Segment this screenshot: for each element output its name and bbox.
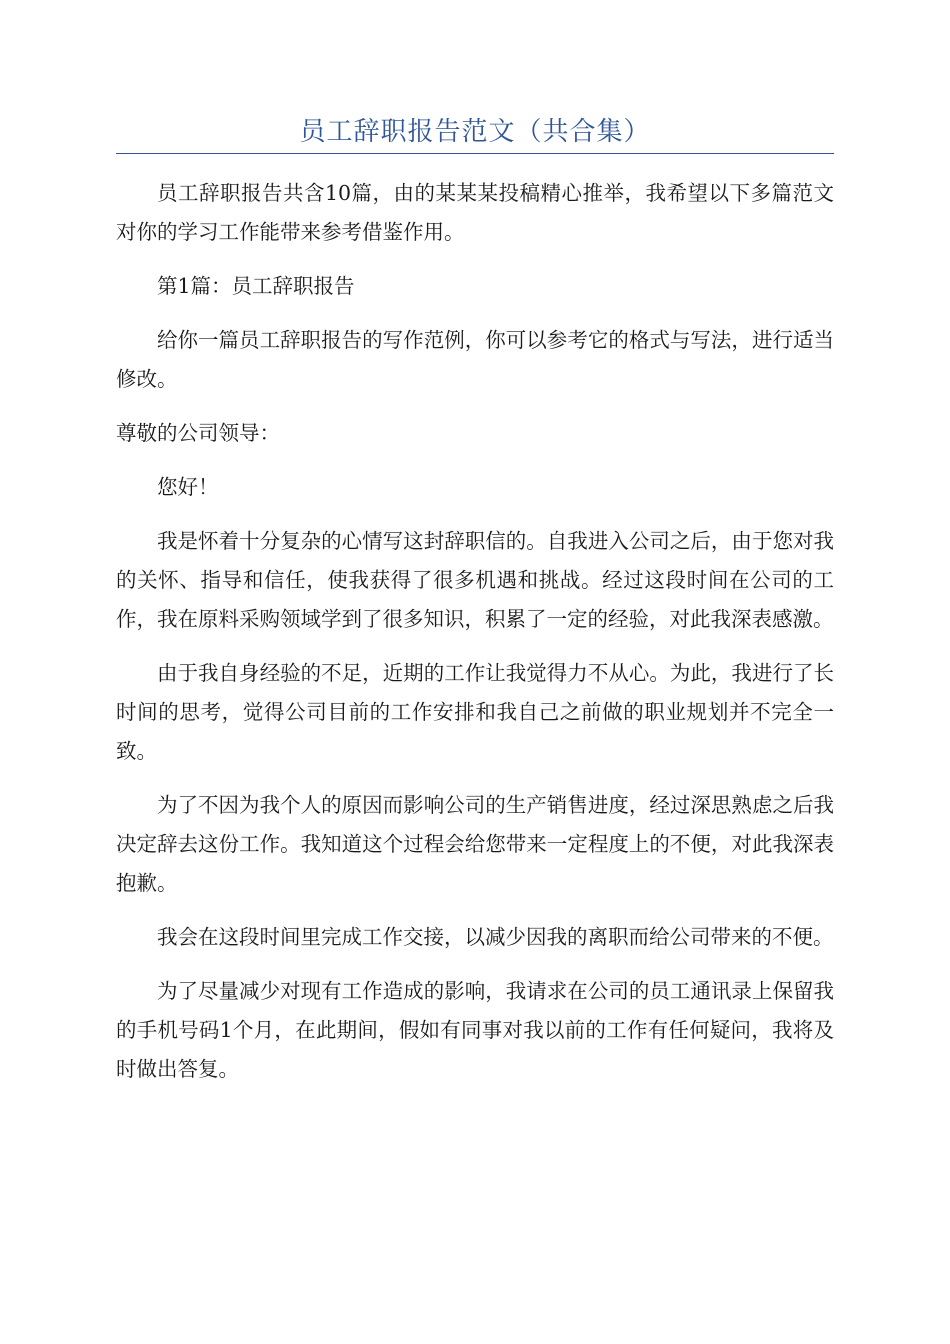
intro-paragraph: 员工辞职报告共含10篇，由的某某某投稿精心推举，我希望以下多篇范文对你的学习工作能带来参考借鉴作用。	[116, 181, 834, 244]
document-body	[116, 174, 834, 1104]
salutation: 尊敬的公司领导：	[116, 421, 280, 445]
body-paragraph: 为了不因为我个人的原因而影响公司的生产销售进度，经过深思熟虑之后我决定辞去这份工作。我知道这个过程会给您带来一定程度上的不便，对此我深表抱歉。	[116, 793, 834, 895]
title-underline	[116, 153, 834, 154]
body-paragraph: 我是怀着十分复杂的心情写这封辞职信的。自我进入公司之后，由于您对我的关怀、指导和信任，使我获得了很多机遇和挑战。经过这段时间在公司的工作，我在原料采购领域学到了很多知识，积累了一定的经验，对此我深表感激。	[116, 529, 834, 631]
greeting: 您好！	[157, 475, 219, 499]
section-heading: 第1篇：员工辞职报告	[157, 274, 355, 298]
guide-paragraph: 给你一篇员工辞职报告的写作范例，你可以参考它的格式与写法，进行适当修改。	[116, 328, 834, 391]
body-paragraph: 我会在这段时间里完成工作交接，以减少因我的离职而给公司带来的不便。	[157, 925, 834, 949]
document-title: 员工辞职报告范文（共合集）	[299, 117, 651, 147]
body-paragraph: 为了尽量减少对现有工作造成的影响，我请求在公司的员工通讯录上保留我的手机号码1个月，在此期间，假如有同事对我以前的工作有任何疑问，我将及时做出答复。	[116, 979, 834, 1081]
body-paragraph: 由于我自身经验的不足，近期的工作让我觉得力不从心。为此，我进行了长时间的思考，觉得公司目前的工作安排和我自己之前做的职业规划并不完全一致。	[116, 661, 834, 763]
